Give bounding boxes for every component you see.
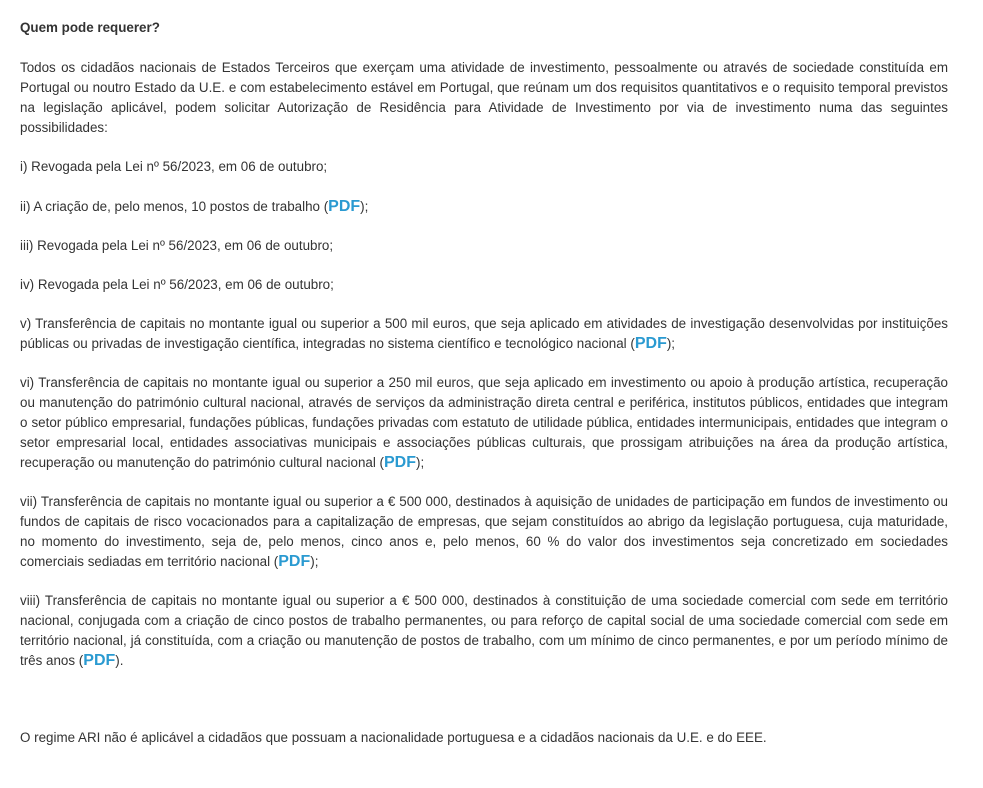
pdf-link[interactable]: PDF	[83, 652, 116, 669]
item-i	[20, 157, 948, 177]
item-vi	[20, 373, 948, 473]
item-text: vi) Transferência de capitais no montante igual ou superior a 250 mil euros, que seja aplicado em investimento ou apoio à produção artística, recuperação ou manutenção do património cultural nacional, através de serviços da administração direta central e periférica, institutos públicos, entidades que integram o setor público empresarial, fundações públicas, fundações privadas com estatuto de utilidade pública, entidades intermunicipais, entidades que integram o setor empresarial local, entidades associativas municipais e associações públicas culturais, que prossigam atribuições na área da produção artística, recuperação ou manutenção do património cultural nacional (	[20, 375, 948, 470]
item-iv	[20, 275, 948, 295]
item-text: ii) A criação de, pelo menos, 10 postos de trabalho (	[20, 199, 329, 214]
item-suffix: );	[310, 554, 319, 569]
pdf-link[interactable]: PDF	[278, 553, 311, 570]
item-text: i) Revogada pela Lei nº 56/2023, em 06 de outubro;	[20, 159, 328, 174]
item-suffix: );	[360, 199, 369, 214]
item-text: vii) Transferência de capitais no montante igual ou superior a € 500 000, destinados à aquisição de unidades de participação em fundos de investimento ou fundos de capitais de risco vocacionados para a capitalização de empresas, que sejam constituídos ao abrigo da legislação portuguesa, cuja maturidade, no momento do investimento, seja de, pelo menos, cinco anos e, pelo menos, 60 % do valor dos investimentos seja concretizado em sociedades comerciais sediadas em território nacional (	[20, 494, 948, 569]
pdf-link[interactable]: PDF	[634, 335, 667, 352]
item-text: viii) Transferência de capitais no montante igual ou superior a € 500 000, destinados à constituição de uma sociedade comercial com sede em território nacional, conjugada com a criação de cinco postos de trabalho permanentes, ou para reforço de capital social de uma sociedade comercial com sede em território nacional, já constituída, com a criação ou manutenção de postos de trabalho, com um mínimo de cinco permanentes, e por um período mínimo de três anos (	[20, 593, 948, 668]
intro-paragraph: Todos os cidadãos nacionais de Estados Terceiros que exerçam uma atividade de investimento, pessoalmente ou através de sociedade constituída em Portugal ou noutro Estado da U.E. e com estabelecimento estável em Portugal, que reúnam um dos requisitos quantitativos e o requisito temporal previstos na legislação aplicável, podem solicitar Autorização de Residência para Atividade de Investimento por via de investimento numa das seguintes possibilidades:	[20, 60, 948, 135]
item-viii	[20, 591, 948, 671]
pdf-link[interactable]: PDF	[384, 454, 416, 471]
item-vii	[20, 492, 948, 572]
item-ii	[20, 197, 948, 217]
item-text: iii) Revogada pela Lei nº 56/2023, em 06 de outubro;	[20, 238, 334, 253]
item-suffix: );	[666, 336, 676, 351]
footer-note: O regime ARI não é aplicável a cidadãos que possuam a nacionalidade portuguesa e a cidadãos nacionais da U.E. e do EEE.	[20, 730, 767, 745]
section-heading: Quem pode requerer?	[20, 20, 160, 35]
item-text: iv) Revogada pela Lei nº 56/2023, em 06 de outubro;	[20, 277, 334, 292]
item-suffix: ).	[115, 653, 124, 668]
item-iii	[20, 236, 948, 256]
item-v	[20, 314, 948, 354]
item-suffix: );	[416, 455, 425, 470]
content-area	[20, 18, 948, 748]
pdf-link[interactable]: PDF	[328, 198, 361, 215]
item-text: v) Transferência de capitais no montante igual ou superior a 500 mil euros, que seja aplicado em atividades de investigação desenvolvidas por instituições públicas ou privadas de investigação científica, integradas no sistema científico e tecnológico nacional (	[20, 316, 948, 351]
